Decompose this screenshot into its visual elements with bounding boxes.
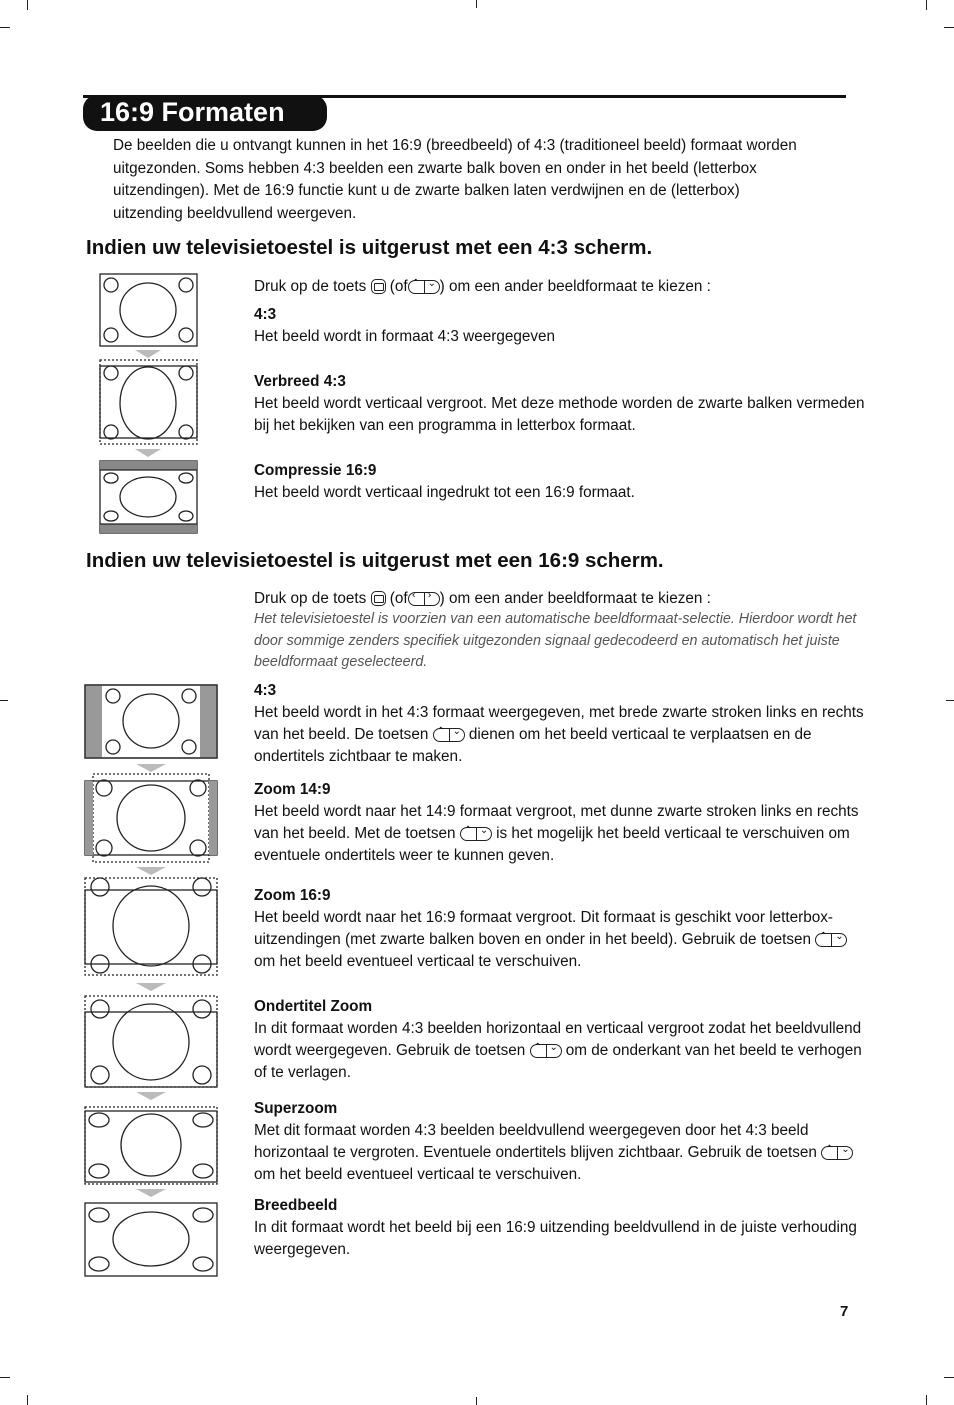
item-title: Superzoom — [254, 1100, 338, 1117]
press-text-before: Druk op de toets — [254, 278, 367, 295]
intro-paragraph: De beelden die u ontvangt kunnen in het 16:9 (breedbeeld) of 4:3 (traditioneel beeld) formaat worden uitgezonden. Soms hebben 4:3 beelden een zwarte balk boven en onder in het beeld (letterbox uitzendingen). Met de 16:9 functie kunt u de zwarte balken laten verdwijnen en de (letterbox) uitzending beeldvullend weergeven. — [113, 137, 797, 222]
tv-4-3-normal-icon — [100, 274, 197, 346]
tv-16-9-superzoom-icon — [85, 1107, 217, 1184]
tv-16-9-widescreen-icon — [85, 1203, 217, 1276]
item-title: Ondertitel Zoom — [254, 998, 373, 1015]
item-title: Breedbeeld — [254, 1197, 338, 1214]
item-text-pre: Het beeld wordt in het 4:3 formaat weergegeven, met brede zwarte stroken links en rechts van het beeld. De toetsen — [254, 704, 864, 743]
item-text-post: om het beeld eventueel verticaal te verschuiven. — [254, 953, 582, 970]
item-text-pre: Het beeld wordt naar het 16:9 formaat vergroot. Dit formaat is geschikt voor letterbox-uitzendingen (met zwarte balken boven en onder in het beeld). Gebruik de toetsen — [254, 909, 834, 948]
item-text: Het beeld wordt verticaal vergroot. Met deze methode worden de zwarte balken vermeden bij het bekijken van een programma in letterbox formaat. — [254, 395, 865, 434]
page-title: 16:9 Formaten — [100, 97, 285, 127]
page-number: 7 — [840, 1303, 849, 1320]
press-text-of: (of — [389, 278, 408, 295]
press-text-of: (of — [389, 590, 408, 607]
item-text-pre: Het beeld wordt naar het 14:9 formaat vergroot, met dunne zwarte stroken links en rechts van het beeld. Met de toetsen — [254, 803, 859, 842]
up-down-keys-icon: ⌃ ⌄ — [433, 728, 465, 742]
left-right-keys-icon: ‹ › — [408, 592, 440, 606]
item-text-pre: Met dit formaat worden 4:3 beelden beeldvullend weergegeven door het 4:3 beeld horizontaal te vergroten. Eventuele ondertitels blijven zichtbaar. Gebruik de toetsen — [254, 1122, 817, 1161]
item-title: Zoom 16:9 — [254, 887, 331, 904]
press-text-after: ) om een ander beeldformaat te kiezen : — [439, 590, 711, 607]
item-text-post: om de onderkant van het beeld te verhogen of te verlagen. — [254, 1042, 862, 1081]
tv-16-9-format-4-3-icon — [85, 685, 217, 758]
tv-16-9-subtitle-zoom-icon — [85, 996, 217, 1087]
auto-format-note: Het televisietoestel is voorzien van een automatische beeldformaat-selectie. Hierdoor wordt het door sommige zenders specifiek uitgezonden signaal gedecodeerd en automatisch het juiste beeldformaat geselecteerd. — [254, 611, 857, 670]
item-text-pre: In dit formaat worden 4:3 beelden horizontaal en verticaal vergroot zodat het beeldvullend wordt weergegeven. Gebruik de toetsen — [254, 1020, 862, 1059]
section-heading-4-3: Indien uw televisietoestel is uitgerust met een 4:3 scherm. — [86, 236, 653, 259]
item-title: Compressie 16:9 — [254, 462, 377, 479]
item-text: Het beeld wordt in formaat 4:3 weergegeven — [254, 328, 556, 345]
item-title: Verbreed 4:3 — [254, 373, 346, 390]
press-text-before: Druk op de toets — [254, 590, 367, 607]
up-down-keys-icon: ⌃ ⌄ — [408, 280, 440, 294]
item-text: Het beeld wordt verticaal ingedrukt tot een 16:9 formaat. — [254, 484, 635, 501]
up-down-keys-icon: ⌃ ⌄ — [530, 1044, 562, 1058]
tv-4-3-expand-icon — [100, 360, 197, 444]
item-title: 4:3 — [254, 306, 277, 323]
tv-4-3-compress-icon — [100, 461, 197, 533]
item-text-pre: In dit formaat wordt het beeld bij een 16:9 uitzending beeldvullend in de juiste verhouding weergegeven. — [254, 1219, 857, 1258]
item-title: 4:3 — [254, 682, 277, 699]
press-text-after: ) om een ander beeldformaat te kiezen : — [439, 278, 711, 295]
item-text-post: dienen om het beeld verticaal te verplaatsen en de ondertitels zichtbaar te maken. — [254, 726, 812, 765]
section-heading-16-9: Indien uw televisietoestel is uitgerust met een 16:9 scherm. — [86, 549, 664, 572]
item-title: Zoom 14:9 — [254, 781, 331, 798]
up-down-keys-icon: ⌃ ⌄ — [460, 827, 492, 841]
up-down-keys-icon: ⌃ ⌄ — [815, 933, 847, 947]
tv-16-9-zoom-16-9-icon — [85, 878, 217, 975]
up-down-keys-icon: ⌃ ⌄ — [821, 1146, 853, 1160]
item-text-post: is het mogelijk het beeld verticaal te verschuiven om eventuele ondertitels weer te kunnen geven. — [254, 825, 850, 864]
item-text-post: om het beeld eventueel verticaal te verschuiven. — [254, 1166, 582, 1183]
tv-16-9-zoom-14-9-icon — [85, 774, 217, 862]
